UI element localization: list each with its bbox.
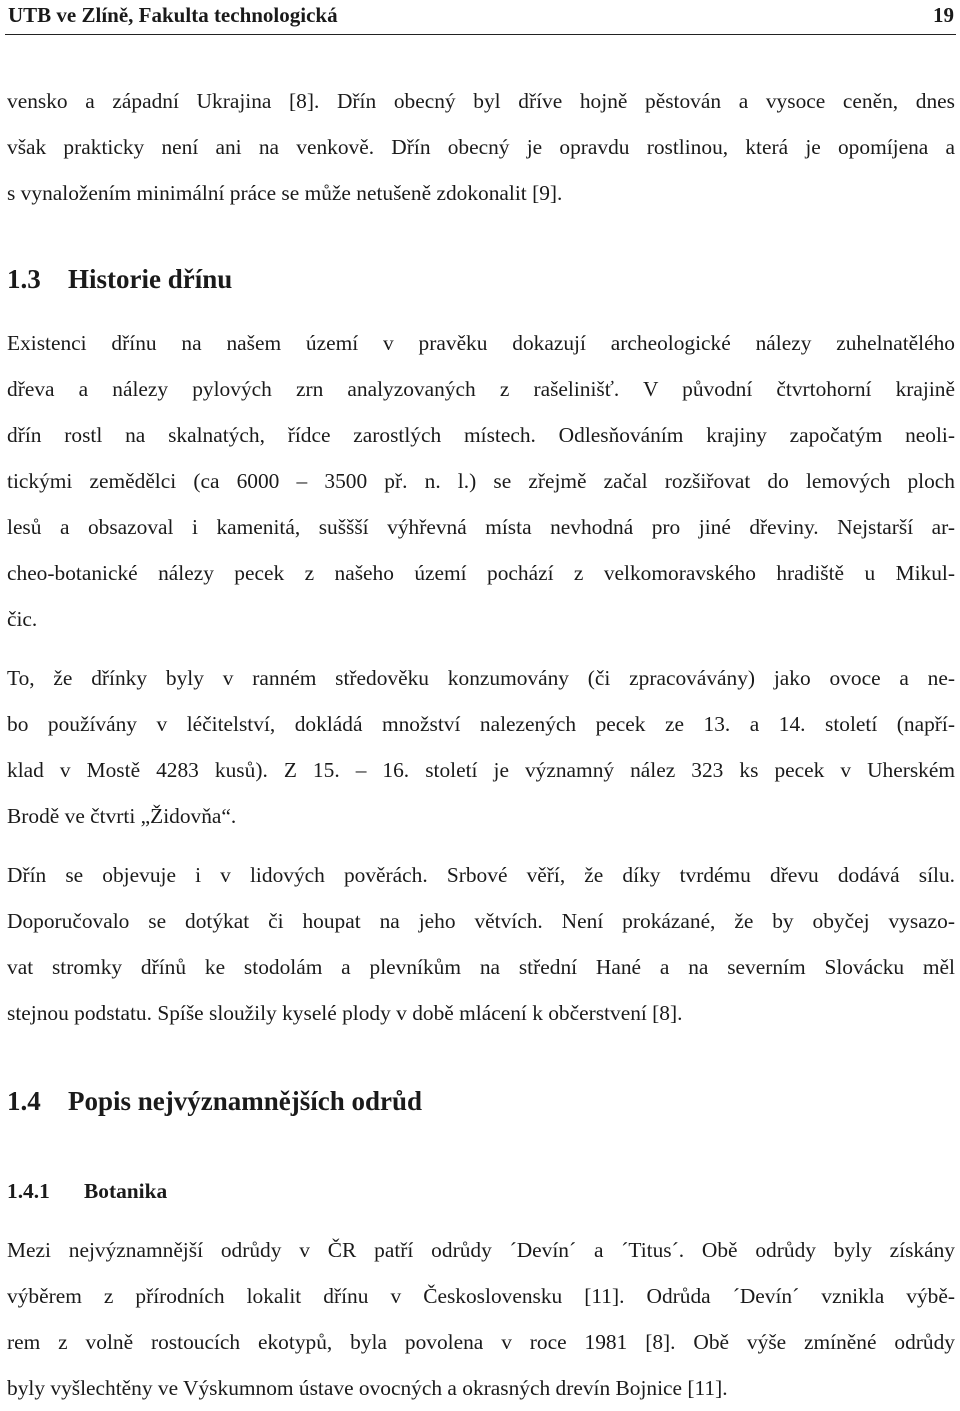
- text-line: výběrem z přírodních lokalit dřínu v Československu [11]. Odrůda ´Devín´ vznikla výbě-: [7, 1284, 955, 1308]
- section-title: Popis nejvýznamnějších odrůd: [68, 1086, 423, 1116]
- paragraph-intro: [7, 78, 955, 216]
- section-title: Historie dřínu: [68, 264, 233, 294]
- text-line: vensko a západní Ukrajina [8]. Dřín obecný byl dříve hojně pěstován a vysoce ceněn, dnes: [7, 89, 955, 113]
- subsection-title: Botanika: [84, 1179, 168, 1203]
- paragraph-history-3: [7, 852, 955, 1036]
- text-line: vat stromky dřínů ke stodolám a plevníkům na střední Hané a na severním Slovácku měl: [7, 955, 955, 979]
- section-heading-1-3: [7, 259, 232, 299]
- text-line: dřín rostl na skalnatých, řídce zarostlých místech. Odlesňováním krajiny započatým neoli-: [7, 423, 955, 447]
- text-line: To, že dřínky byly v ranném středověku konzumovány (či zpracovávány) jako ovoce a ne-: [7, 666, 955, 690]
- text-line: Existenci dřínu na našem území v pravěku dokazují archeologické nálezy zuhelnatělého: [7, 331, 955, 355]
- text-line: klad v Mostě 4283 kusů). Z 15. – 16. století je významný nález 323 ks pecek v Uherském: [7, 758, 955, 782]
- page-number: 19: [933, 3, 954, 27]
- text-line: tickými zemědělci (ca 6000 – 3500 př. n. l.) se zřejmě začal rozšiřovat do lemových ploch: [7, 469, 955, 493]
- page-header: [5, 0, 956, 35]
- paragraph-botany: [7, 1227, 955, 1411]
- text-line: lesů a obsazoval i kamenitá, suššší výhřevná místa nevhodná pro jiné dřeviny. Nejstarší ar-: [7, 515, 955, 539]
- text-line: čic.: [7, 607, 38, 631]
- text-line: Dřín se objevuje i v lidových pověrách. Srbové věří, že díky tvrdému dřevu dodává sílu.: [7, 863, 955, 887]
- text-line: Brodě ve čtvrti „Židovňa“.: [7, 804, 237, 828]
- text-line: však prakticky není ani na venkově. Dřín obecný je opravdu rostlinou, která je opomíjena a: [7, 135, 955, 159]
- header-title: UTB ve Zlíně, Fakulta technologická: [8, 3, 338, 27]
- section-number: 1.4: [7, 1086, 41, 1116]
- subsection-heading-1-4-1: [7, 1173, 167, 1209]
- section-number: 1.3: [7, 264, 41, 294]
- text-line: rem z volně rostoucích ekotypů, byla povolena v roce 1981 [8]. Obě výše zmíněné odrůdy: [7, 1330, 955, 1354]
- paragraph-history-2: [7, 655, 955, 839]
- subsection-number: 1.4.1: [7, 1179, 50, 1203]
- paragraph-history-1: [7, 320, 955, 642]
- text-line: Mezi nejvýznamnější odrůdy v ČR patří odrůdy ´Devín´ a ´Titus´. Obě odrůdy byly získány: [7, 1238, 955, 1262]
- section-heading-1-4: [7, 1081, 422, 1121]
- text-line: s vynaložením minimální práce se může netušeně zdokonalit [9].: [7, 181, 563, 205]
- text-line: dřeva a nálezy pylových zrn analyzovaných z rašelinišť. V původní čtvrtohorní krajině: [7, 377, 955, 401]
- text-line: cheo-botanické nálezy pecek z našeho území pochází z velkomoravského hradiště u Mikul-: [7, 561, 955, 585]
- text-line: Doporučovalo se dotýkat či houpat na jeho větvích. Není prokázané, že by obyčej vysazo-: [7, 909, 955, 933]
- text-line: stejnou podstatu. Spíše sloužily kyselé plody v době mlácení k občerstvení [8].: [7, 1001, 683, 1025]
- text-line: byly vyšlechtěny ve Výskumnom ústave ovocných a okrasných drevín Bojnice [11].: [7, 1376, 728, 1400]
- text-line: bo používány v léčitelství, dokládá množství nalezených pecek ze 13. a 14. století (napří-: [7, 712, 955, 736]
